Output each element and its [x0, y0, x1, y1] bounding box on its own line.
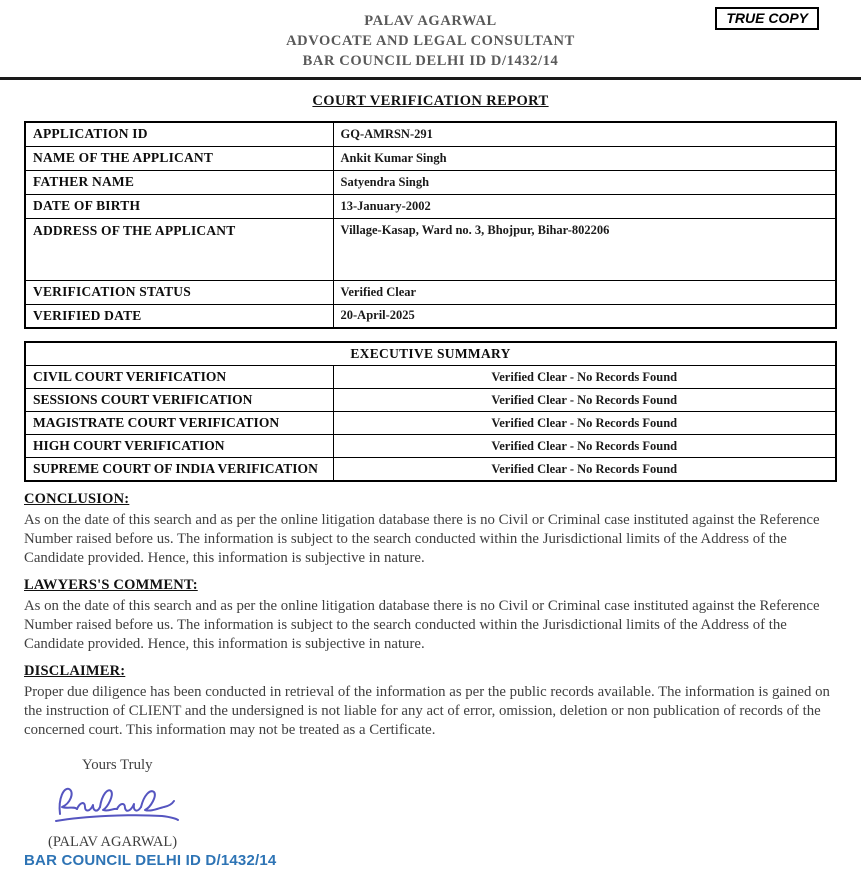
summary-label: MAGISTRATE COURT VERIFICATION: [25, 412, 333, 435]
page-title: COURT VERIFICATION REPORT: [312, 93, 549, 109]
table-row: [25, 122, 836, 146]
summary-table-wrap: [0, 341, 861, 482]
summary-label: SUPREME COURT OF INDIA VERIFICATION: [25, 458, 333, 482]
detail-value: GQ-AMRSN-291: [333, 122, 836, 146]
advocate-bar-id: BAR COUNCIL DELHI ID D/1432/14: [302, 53, 559, 69]
applicant-details-table: [24, 121, 837, 329]
executive-summary-table: [24, 341, 837, 482]
table-row: [25, 280, 836, 304]
signature-image: [50, 780, 185, 832]
conclusion-section: [24, 491, 837, 568]
table-row: [25, 412, 836, 435]
detail-value: 13-January-2002: [333, 194, 836, 218]
table-row: [25, 458, 836, 482]
signature-zone: [0, 780, 861, 832]
detail-label: ADDRESS OF THE APPLICANT: [25, 218, 333, 280]
true-copy-stamp: TRUE COPY: [715, 7, 819, 30]
summary-value: Verified Clear - No Records Found: [333, 412, 836, 435]
summary-value: Verified Clear - No Records Found: [333, 366, 836, 389]
conclusion-heading: CONCLUSION:: [24, 491, 130, 507]
advocate-name: PALAV AGARWAL: [364, 13, 497, 29]
table-row: [25, 389, 836, 412]
table-row: [25, 194, 836, 218]
detail-label: DATE OF BIRTH: [25, 194, 333, 218]
summary-label: HIGH COURT VERIFICATION: [25, 435, 333, 458]
header-divider: [0, 77, 861, 80]
detail-label: FATHER NAME: [25, 170, 333, 194]
details-table-wrap: [0, 121, 861, 329]
advocate-title: ADVOCATE AND LEGAL CONSULTANT: [286, 33, 575, 49]
text-sections: [0, 491, 861, 740]
detail-label: APPLICATION ID: [25, 122, 333, 146]
table-row: [25, 146, 836, 170]
lawyers-comment-section: [24, 577, 837, 654]
summary-value: Verified Clear - No Records Found: [333, 435, 836, 458]
disclaimer-body: Proper due diligence has been conducted in retrieval of the information as per the public records available. The information is gained on the instruction of CLIENT and the undersigned is not liable for any act of error, omission, deletion or non publication of records of the concerned court. This information may not be treated as a Certificate.: [24, 684, 830, 738]
detail-label: VERIFIED DATE: [25, 304, 333, 328]
summary-label: CIVIL COURT VERIFICATION: [25, 366, 333, 389]
table-row: [25, 304, 836, 328]
disclaimer-section: [24, 663, 837, 740]
disclaimer-heading: DISCLAIMER:: [24, 663, 126, 679]
table-row: [25, 366, 836, 389]
detail-value: Verified Clear: [333, 280, 836, 304]
summary-label: SESSIONS COURT VERIFICATION: [25, 389, 333, 412]
summary-value: Verified Clear - No Records Found: [333, 389, 836, 412]
detail-value: 20-April-2025: [333, 304, 836, 328]
table-row: [25, 435, 836, 458]
detail-value: Ankit Kumar Singh: [333, 146, 836, 170]
table-row: [25, 342, 836, 366]
detail-value: Satyendra Singh: [333, 170, 836, 194]
summary-value: Verified Clear - No Records Found: [333, 458, 836, 482]
closing-line: Yours Truly: [82, 757, 153, 773]
detail-value: Village-Kasap, Ward no. 3, Bhojpur, Bihar-802206: [333, 218, 836, 280]
conclusion-body: As on the date of this search and as per the online litigation database there is no Civil or Criminal case instituted against the Reference Number raised before us. The information is subject to the search conducted within the Jurisdictional limits of the Address of the Candidate provided. Hence, this information is subjective in nature.: [24, 512, 820, 566]
signatory-name: (PALAV AGARWAL): [48, 834, 178, 850]
detail-label: NAME OF THE APPLICANT: [25, 146, 333, 170]
table-row: [25, 218, 836, 280]
bar-council-id-line: BAR COUNCIL DELHI ID D/1432/14: [24, 852, 277, 869]
lawyers-comment-heading: LAWYERS'S COMMENT:: [24, 577, 198, 593]
lawyers-comment-body: As on the date of this search and as per the online litigation database there is no Civil or Criminal case instituted against the Reference Number raised before us. The information is subject to the search conducted within the Jurisdictional limits of the Address of the Candidate provided. Hence, this information is subjective in nature.: [24, 598, 820, 652]
executive-summary-title: EXECUTIVE SUMMARY: [25, 342, 836, 366]
detail-label: VERIFICATION STATUS: [25, 280, 333, 304]
table-row: [25, 170, 836, 194]
